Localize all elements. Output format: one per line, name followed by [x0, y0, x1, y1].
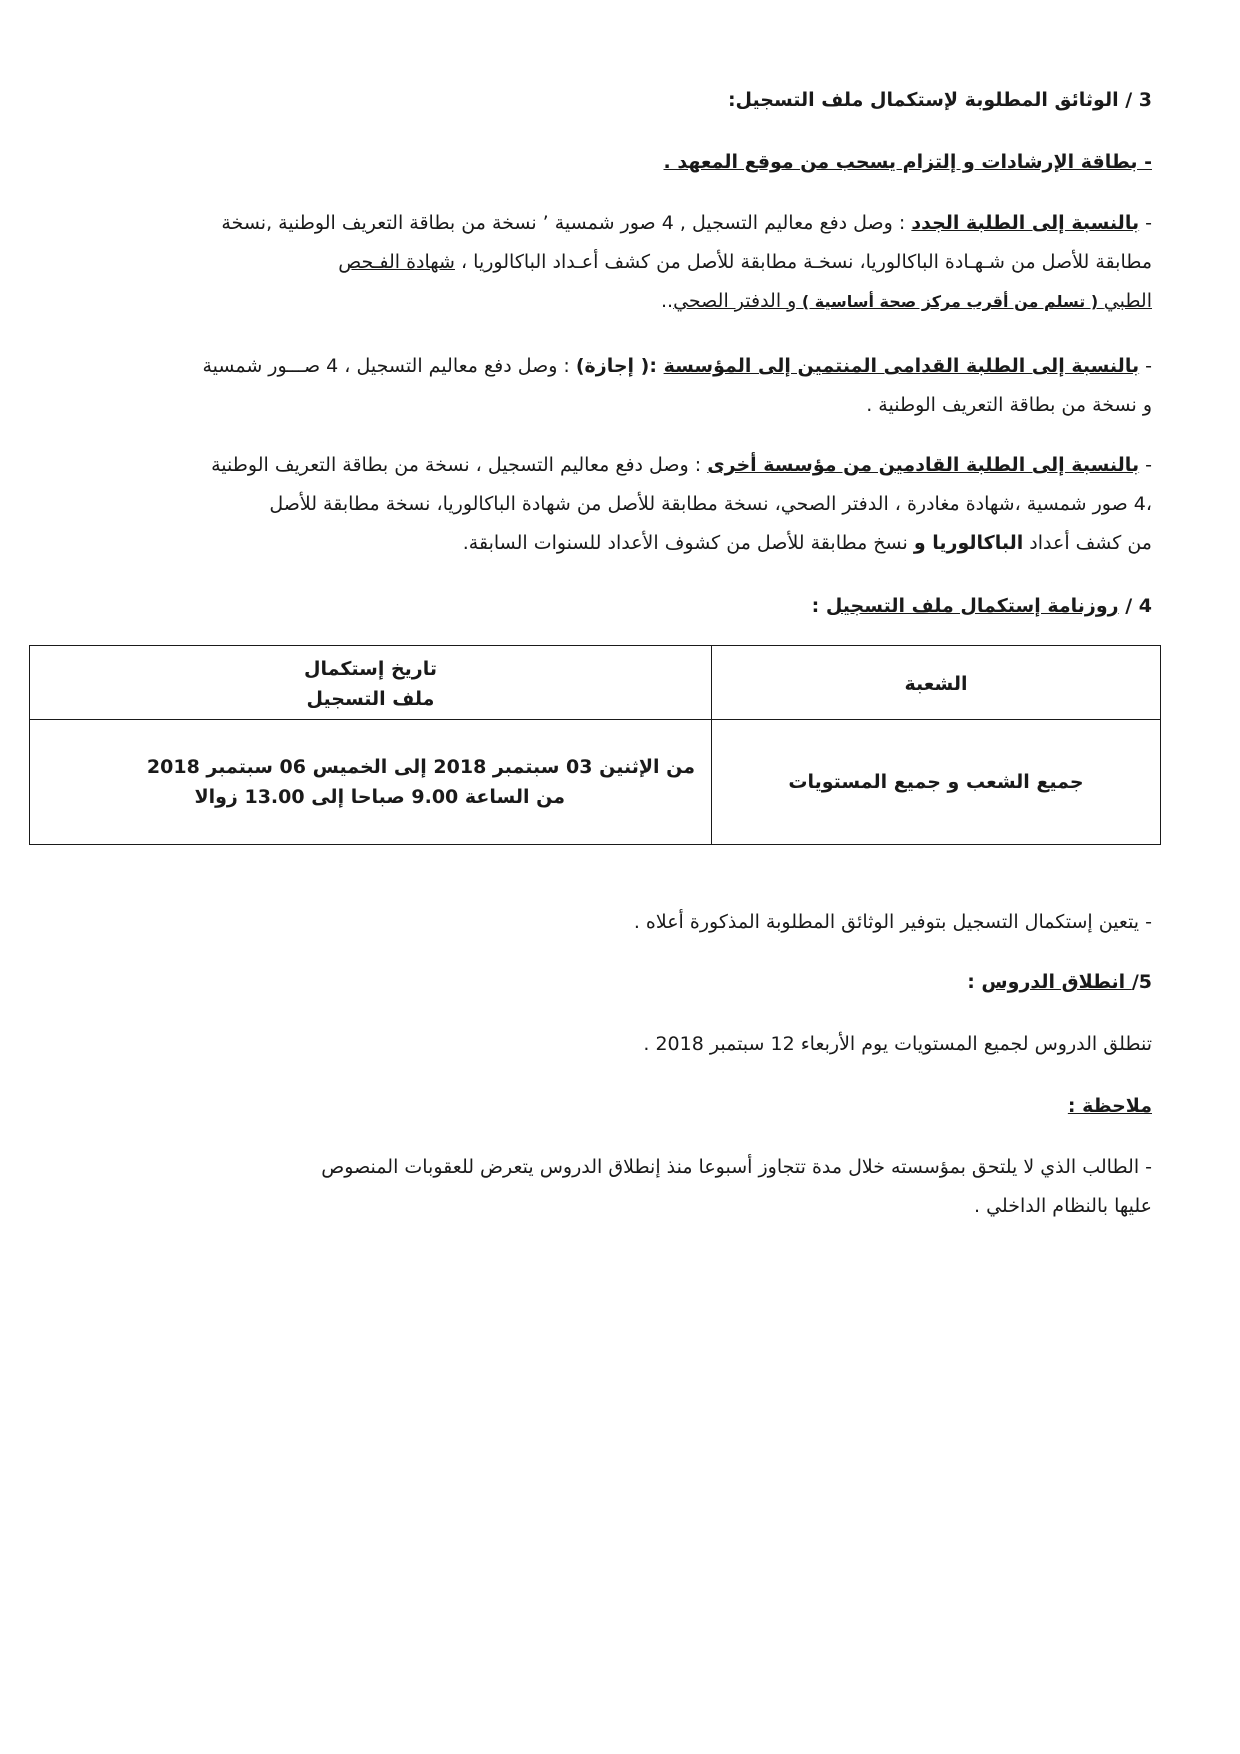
section-4-heading [812, 592, 1152, 620]
section-5-heading [967, 968, 1152, 996]
date-line-1: من الإثنين 03 سبتمبر 2018 إلى الخميس 06 سبتمبر 2018 [146, 756, 695, 778]
date-header-line-1: تاريخ إستكمال [303, 658, 437, 680]
branch-cell: جميع الشعب و جميع المستويات [712, 720, 1161, 845]
transfer-students-paragraph [88, 446, 1152, 563]
table-header-row [30, 646, 1161, 720]
registration-schedule-table [29, 645, 1161, 845]
new-students-line-2 [88, 243, 1152, 282]
old-students-label: بالنسبة إلى الطلبة القدامى المنتمين إلى المؤسسة [663, 355, 1140, 377]
medical-certificate-text: شهادة الفـحص [338, 251, 455, 273]
guidelines-card-item: - بطاقة الإرشادات و إلتزام يسحب من موقع المعهد . [663, 151, 1152, 173]
health-booklet-text: و الدفتر الصحي [673, 290, 797, 312]
section-5-number: 5/ [1131, 971, 1152, 993]
section-4-colon: : [811, 595, 826, 617]
date-line-2: من الساعة 9.00 صباحا إلى 13.00 زوالا [194, 786, 565, 808]
remark-line-1: - الطالب الذي لا يلتحق بمؤسسته خلال مدة تتجاوز أسبوعا منذ إنطلاق الدروس يتعرض للعقوبات المنصوص [321, 1156, 1152, 1178]
medical-text: الطبي [1103, 290, 1152, 312]
new-students-paragraph [88, 204, 1152, 321]
old-students-text-1: : وصل دفع معاليم التسجيل ، 4 صـــور شمسية [202, 355, 576, 377]
date-header-line-2: ملف التسجيل [306, 688, 435, 710]
transfer-students-line-3 [88, 524, 1152, 563]
section-4-title: روزنامة إستكمال ملف التسجيل [825, 595, 1119, 617]
old-students-line-1: - بالنسبة إلى الطلبة القدامى المنتمين إلى المؤسسة :( إجازة) : وصل دفع معاليم التسجيل ، 4 صـــور شمسية [202, 355, 1152, 377]
new-students-line-1: - بالنسبة إلى الطلبة الجدد : وصل دفع معاليم التسجيل , 4 صور شمسية ’ نسخة من بطاقة التعريف الوطنية ,نسخة [221, 212, 1152, 234]
completion-note: - يتعين إستكمال التسجيل بتوفير الوثائق المطلوبة المذكورة أعلاه . [633, 911, 1152, 933]
old-students-paragraph [88, 347, 1152, 425]
classes-start-text: تنطلق الدروس لجميع المستويات يوم الأربعاء 12 سبتمبر 2018 . [643, 1033, 1152, 1055]
new-students-line-3 [88, 282, 1152, 321]
old-students-line-2: و نسخة من بطاقة التعريف الوطنية . [866, 394, 1152, 416]
branch-header: الشعبة [712, 646, 1161, 720]
transfer-students-label: بالنسبة إلى الطلبة القادمين من مؤسسة أخرى [707, 454, 1140, 476]
transfer-students-text-3a: من كشف أعداد [1023, 532, 1152, 554]
new-students-end: .. [660, 290, 674, 312]
date-cell [30, 720, 712, 845]
remark-heading: ملاحظة : [1067, 1095, 1152, 1117]
new-students-label: بالنسبة إلى الطلبة الجدد [911, 212, 1140, 234]
health-center-note: ( تسلم من أقرب مركز صحة أساسية ) [796, 292, 1104, 311]
section-5-colon: : [967, 971, 982, 993]
transfer-students-line-1: - بالنسبة إلى الطلبة القادمين من مؤسسة أخرى : وصل دفع معاليم التسجيل ، نسخة من بطاقة التعريف الوطنية [211, 454, 1152, 476]
transfer-students-text-1: : وصل دفع معاليم التسجيل ، نسخة من بطاقة التعريف الوطنية [211, 454, 708, 476]
transfer-students-text-3c: نسخ مطابقة للأصل من كشوف الأعداد للسنوات السابقة. [462, 532, 914, 554]
transfer-students-line-2: ،4 صور شمسية ،شهادة مغادرة ، الدفتر الصحي، نسخة مطابقة للأصل من شهادة الباكالوريا، نسخة مطابقة للأصل [269, 493, 1152, 515]
baccalaureate-bold: الباكالوريا و [913, 532, 1024, 554]
new-students-text-1: : وصل دفع معاليم التسجيل , 4 صور شمسية ’ نسخة من بطاقة التعريف الوطنية ,نسخة [221, 212, 912, 234]
date-header [30, 646, 712, 720]
section-3-heading: 3 / الوثائق المطلوبة لإستكمال ملف التسجيل: [727, 89, 1152, 111]
license-label: :( إجازة) [575, 355, 664, 377]
table-row [30, 720, 1161, 845]
section-5-title: انطلاق الدروس [981, 971, 1132, 993]
remark-line-2: عليها بالنظام الداخلي . [974, 1195, 1152, 1217]
section-4-number: 4 / [1118, 595, 1152, 617]
new-students-text-2: مطابقة للأصل من شـهـادة الباكالوريا، نسخـة مطابقة للأصل من كشف أعـداد الباكالوريا ، [454, 251, 1152, 273]
remark-paragraph [88, 1148, 1152, 1226]
